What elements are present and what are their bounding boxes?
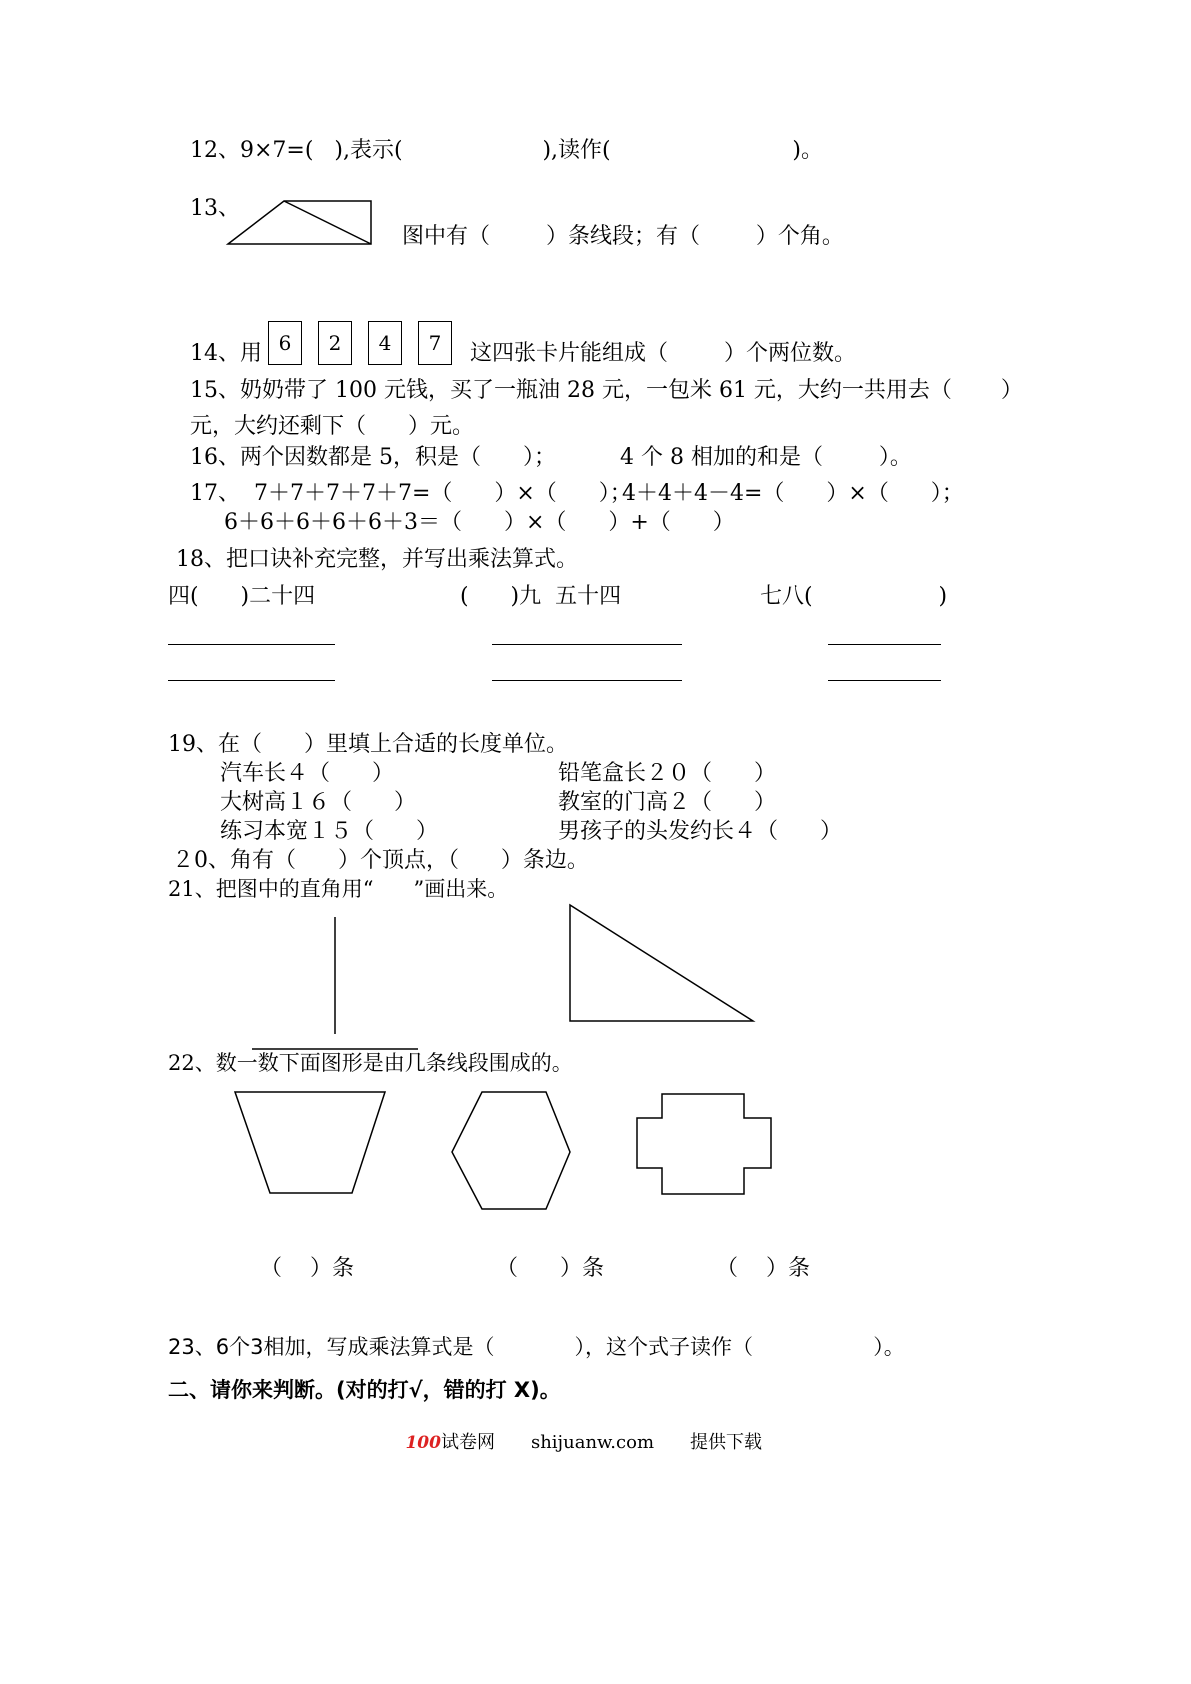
number-card: 4 xyxy=(368,321,402,365)
question-13-number: 13、 xyxy=(190,196,240,221)
question-19-item: 大树高１６（ ） xyxy=(220,790,416,815)
question-19-item: 铅笔盒长２０（ ） xyxy=(558,761,776,786)
question-19-item: 练习本宽１５（ ） xyxy=(220,819,438,844)
question-14-prefix: 14、用 xyxy=(190,341,262,366)
question-22-answer: （ ）条 xyxy=(716,1256,810,1281)
question-14-suffix: 这四张卡片能组成（ ）个两位数。 xyxy=(470,341,856,366)
question-22-answer: （ ）条 xyxy=(496,1256,604,1281)
question-12: 12、9×7=( ),表示( ),读作( )。 xyxy=(190,138,824,163)
answer-line xyxy=(168,680,335,681)
question-17-c: 6＋6＋6＋6＋6＋3＝（ ）×（ ）+（ ） xyxy=(224,510,735,535)
footer-logo: 100 xyxy=(405,1433,441,1453)
footer-note: 提供下载 xyxy=(690,1432,763,1453)
question-19-item: 教室的门高２（ ） xyxy=(558,790,776,815)
answer-line xyxy=(492,680,682,681)
question-18-rhyme-b: ( )九 五十四 xyxy=(460,584,622,609)
question-22-answer: （ ）条 xyxy=(260,1256,354,1281)
question-18-rhyme-c: 七八( ) xyxy=(760,584,948,609)
question-18-rhyme-a: 四( )二十四 xyxy=(168,584,316,609)
trapezoid-diagram xyxy=(226,198,376,248)
answer-line xyxy=(168,644,335,645)
number-card: 7 xyxy=(418,321,452,365)
question-22: 22、数一数下面图形是由几条线段围成的。 xyxy=(168,1051,573,1075)
question-16-a: 16、两个因数都是 5，积是（ ）； xyxy=(190,445,556,470)
question-19-title: 19、在（ ）里填上合适的长度单位。 xyxy=(168,732,568,757)
question-21: 21、把图中的直角用“ ”画出来。 xyxy=(168,877,509,901)
right-angle-figures xyxy=(250,915,770,1055)
question-13-text: 图中有（ ）条线段；有（ ）个角。 xyxy=(402,224,844,249)
footer-url[interactable]: shijuanw.com xyxy=(530,1432,655,1453)
question-23: 23、6个3相加，写成乘法算式是（ ），这个式子读作（ ）。 xyxy=(168,1335,905,1359)
footer xyxy=(394,1416,762,1452)
question-17-number: 17、 xyxy=(190,481,240,506)
section-two-heading: 二、请你来判断。(对的打√，错的打 X)。 xyxy=(168,1378,561,1402)
number-card: 2 xyxy=(318,321,352,365)
question-18-title: 18、把口诀补充完整，并写出乘法算式。 xyxy=(176,547,578,572)
question-17-b: 4＋4＋4－4=（ ）×（ ）； xyxy=(622,481,964,506)
number-card: 6 xyxy=(268,321,302,365)
question-15-line1: 15、奶奶带了 100 元钱，买了一瓶油 28 元，一包米 61 元，大约一共用去（ ） xyxy=(190,378,1023,403)
question-19-item: 汽车长４（ ） xyxy=(220,761,394,786)
answer-line xyxy=(828,680,941,681)
polygon-figures xyxy=(230,1088,790,1213)
question-19-item: 男孩子的头发约长４（ ） xyxy=(558,819,842,844)
footer-site-name: 试卷网 xyxy=(440,1432,495,1453)
question-20: ２0、角有（ ）个顶点，（ ）条边。 xyxy=(172,848,589,873)
question-16-b: 4 个 8 相加的和是（ ）。 xyxy=(620,445,912,470)
question-17-a: 7＋7＋7＋7＋7=（ ）×（ ）； xyxy=(254,481,632,506)
answer-line xyxy=(492,644,682,645)
answer-line xyxy=(828,644,941,645)
question-15-line2: 元，大约还剩下（ ）元。 xyxy=(190,414,474,439)
